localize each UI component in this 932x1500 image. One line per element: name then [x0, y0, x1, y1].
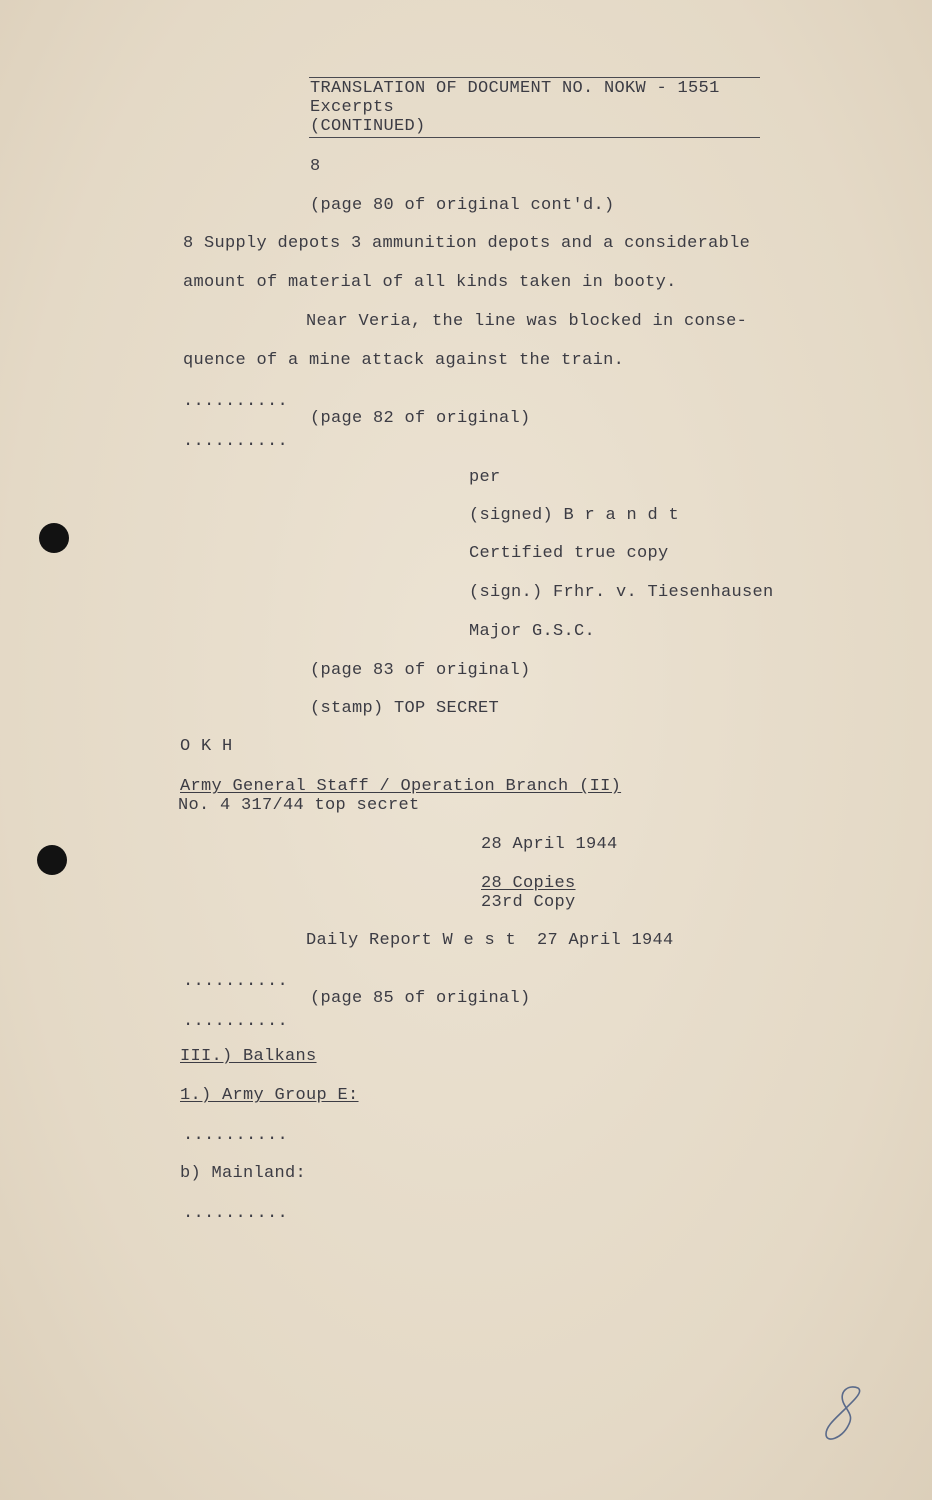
signature-certified: Certified true copy: [469, 544, 669, 563]
signature-per: per: [469, 468, 501, 487]
reference-number: No. 4 317/44 top secret: [178, 796, 420, 815]
page-number: 8: [310, 157, 321, 176]
body-line: amount of material of all kinds taken in booty.: [183, 273, 677, 292]
document-title: TRANSLATION OF DOCUMENT NO. NOKW - 1551: [310, 79, 720, 98]
document-subtitle: Excerpts: [310, 98, 395, 117]
punch-hole: [39, 523, 69, 553]
body-line: Near Veria, the line was blocked in conse-: [306, 312, 748, 331]
section-heading-army-group: 1.) Army Group E:: [180, 1086, 359, 1105]
report-date: 28 April 1944: [481, 835, 618, 854]
signature-sign: (sign.) Frhr. v. Tiesenhausen: [469, 583, 774, 602]
body-line: quence of a mine attack against the train.: [183, 351, 625, 370]
ellipsis-row: ..........: [183, 1126, 289, 1145]
punch-hole: [37, 845, 67, 875]
section-heading-mainland: b) Mainland:: [180, 1164, 307, 1183]
page-ref-85: (page 85 of original): [310, 989, 531, 1008]
ellipsis-row: ..........: [183, 1012, 289, 1031]
page-ref-80: (page 80 of original cont'd.): [310, 196, 615, 215]
ellipsis-row: ..........: [183, 392, 289, 411]
ellipsis-row: ..........: [183, 1204, 289, 1223]
copy-number: 23rd Copy: [481, 893, 576, 912]
signature-rank: Major G.S.C.: [469, 622, 596, 641]
header-top-rule: [309, 77, 760, 78]
daily-report-line: Daily Report W e s t 27 April 1944: [306, 931, 674, 950]
page-ref-83: (page 83 of original): [310, 661, 531, 680]
page-ref-82: (page 82 of original): [310, 409, 531, 428]
document-continued: (CONTINUED): [310, 117, 426, 136]
okh-label: O K H: [180, 737, 233, 756]
copies-count: 28 Copies: [481, 874, 576, 893]
branch-heading: Army General Staff / Operation Branch (II): [180, 777, 622, 796]
signature-signed: (signed) B r a n d t: [469, 506, 680, 525]
section-heading-balkans: III.) Balkans: [180, 1047, 317, 1066]
header-bottom-rule: [309, 137, 760, 138]
stamp-top-secret: (stamp) TOP SECRET: [310, 699, 500, 718]
handwritten-folio-number: [818, 1382, 868, 1451]
ellipsis-row: ..........: [183, 432, 289, 451]
handwritten-eight-icon: [818, 1382, 868, 1446]
body-line: 8 Supply depots 3 ammunition depots and a considerable: [183, 234, 751, 253]
ellipsis-row: ..........: [183, 972, 289, 991]
